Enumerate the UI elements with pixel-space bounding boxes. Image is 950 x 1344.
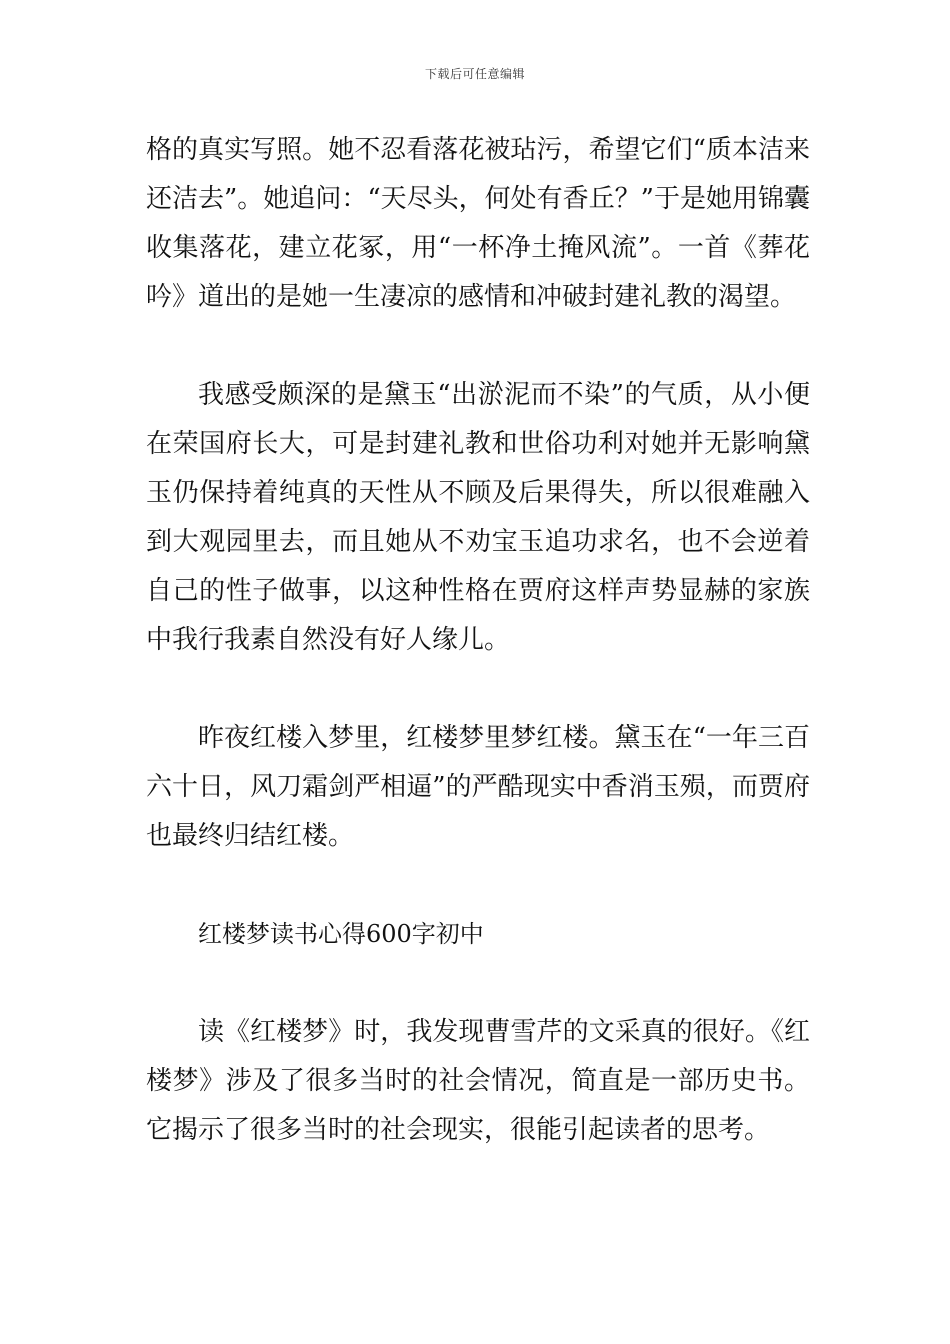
paragraph-gap [146,959,810,1008]
section-subtitle: 红楼梦读书心得600字初中 [198,920,484,948]
paragraph-gap [146,322,810,371]
paragraph-4: 读《红楼梦》时，我发现曹雪芹的文采真的很好。《红楼梦》涉及了很多当时的社会情况，简直是一部历史书。它揭示了很多当时的社会现实，很能引起读者的思考。 [146,1017,810,1145]
paragraph-3: 昨夜红楼入梦里，红楼梦里梦红楼。黛玉在“一年三百六十日，风刀霜剑严相逼”的严酷现实中香消玉殒，而贾府也最终归结红楼。 [146,723,810,851]
page-header: 下载后可任意编辑 [424,67,525,81]
document-body [146,126,810,1155]
paragraph-2: 我感受颇深的是黛玉“出淤泥而不染”的气质，从小便在荣国府长大，可是封建礼教和世俗功利对她并无影响黛玉仍保持着纯真的天性从不顾及后果得失，所以很难融入到大观园里去，而且她从不劝宝玉追功求名，也不会逆着自己的性子做事，以这种性格在贾府这样声势显赫的家族中我行我素自然没有好人缘儿。 [146,380,810,655]
paragraph-1: 格的真实写照。她不忍看落花被玷污，希望它们“质本洁来还洁去”。她追问：“天尽头，何处有香丘？”于是她用锦囊收集落花，建立花冢，用“一杯净土掩风流”。一首《葬花吟》道出的是她一生凄凉的感情和冲破封建礼教的渴望。 [146,135,810,312]
paragraph-gap [146,861,810,910]
paragraph-gap [146,665,810,714]
